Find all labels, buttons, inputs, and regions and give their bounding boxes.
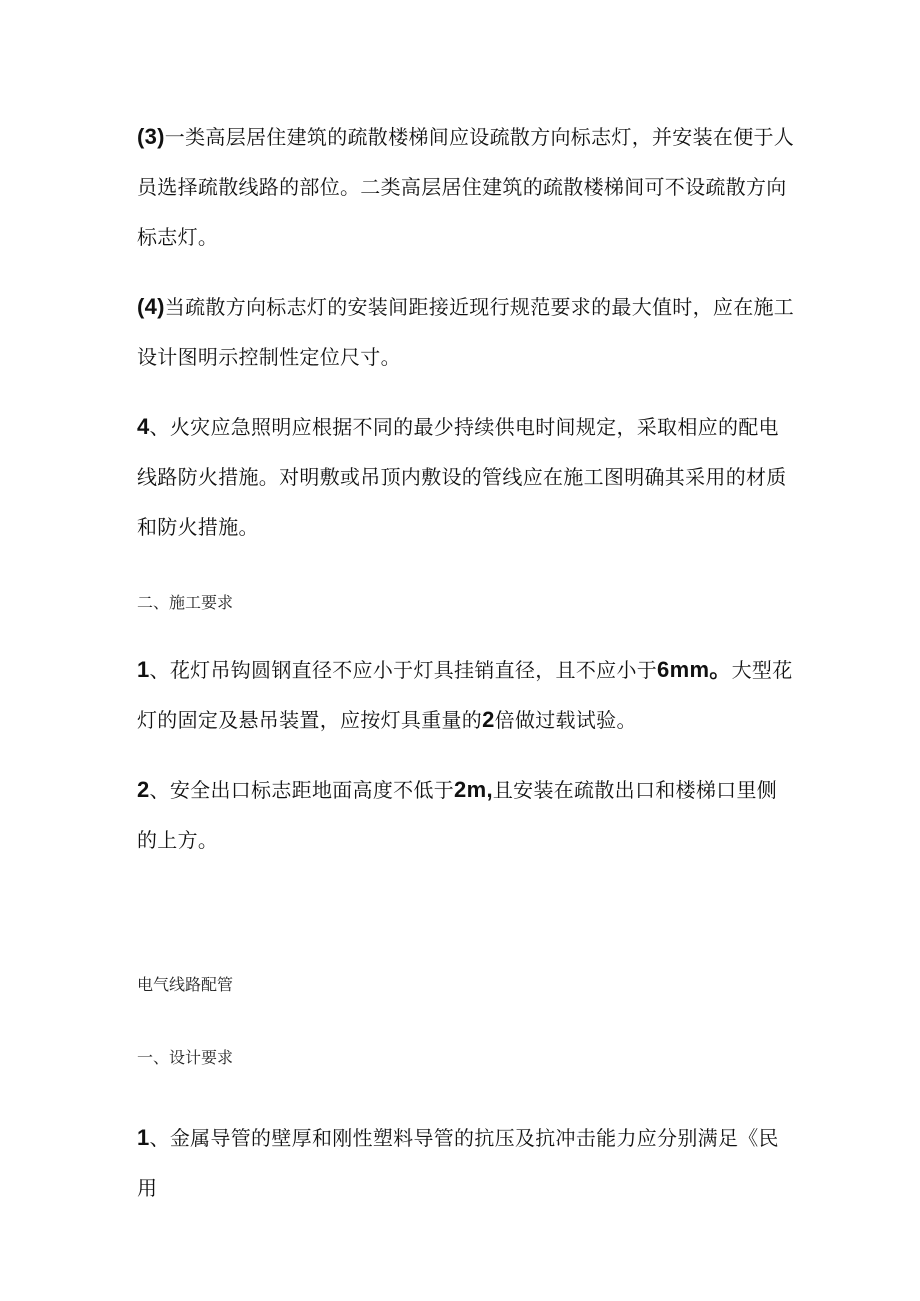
paragraph-text: 倍做过载试验。 bbox=[494, 708, 637, 732]
paragraph-conduit-wall-thickness bbox=[137, 1113, 797, 1213]
paragraph-text: 当疏散方向标志灯的安装间距接近现行规范要求的最大值时，应在施工设计图明示控制性定位尺寸。 bbox=[137, 295, 795, 369]
item-number: 2 bbox=[137, 777, 150, 802]
paragraph-emergency-lighting bbox=[137, 402, 797, 552]
paragraph-text: 、安全出口标志距地面高度不低于 bbox=[149, 778, 455, 802]
paragraph-text: 、火灾应急照明应根据不同的最少持续供电时间规定，采取相应的配电线路防火措施。对明敷或吊顶内敷设的管线应在施工图明确其采用的材质和防火措施。 bbox=[137, 415, 787, 539]
section-heading-design-requirements: 一、设计要求 bbox=[137, 1048, 234, 1067]
paragraph-4-sign-spacing bbox=[137, 282, 797, 382]
item-number: 1 bbox=[137, 1125, 150, 1150]
paragraph-text: 、花灯吊钩圆钢直径不应小于灯具挂销直径，且不应小于 bbox=[149, 658, 658, 682]
item-number: 1 bbox=[137, 657, 150, 682]
value-multiplier: 2 bbox=[482, 707, 495, 732]
value-height: 2m, bbox=[454, 777, 493, 802]
item-number: 4 bbox=[137, 414, 150, 439]
paragraph-chandelier-hook bbox=[137, 645, 797, 745]
paragraph-text: 且安装在疏散出口和楼梯口里侧的上方。 bbox=[137, 778, 778, 852]
item-number: (3) bbox=[137, 124, 165, 149]
item-number: (4) bbox=[137, 294, 165, 319]
paragraph-text: 、金属导管的壁厚和刚性塑料导管的抗压及抗冲击能力应分别满足《民用 bbox=[137, 1126, 779, 1200]
section-heading-wiring-conduit: 电气线路配管 bbox=[137, 975, 234, 994]
paragraph-text: 大型花灯的固定及悬吊装置，应按灯具重量的 bbox=[137, 658, 793, 732]
paragraph-3-stairwell-signs bbox=[137, 112, 797, 262]
section-heading-construction: 二、施工要求 bbox=[137, 593, 234, 612]
paragraph-exit-sign-height bbox=[137, 765, 797, 865]
paragraph-text: 一类高层居住建筑的疏散楼梯间应设疏散方向标志灯，并安装在便于人员选择疏散线路的部位。二类高层居住建筑的疏散楼梯间可不设疏散方向标志灯。 bbox=[137, 125, 795, 249]
value-diameter: 6mm。 bbox=[657, 657, 732, 682]
